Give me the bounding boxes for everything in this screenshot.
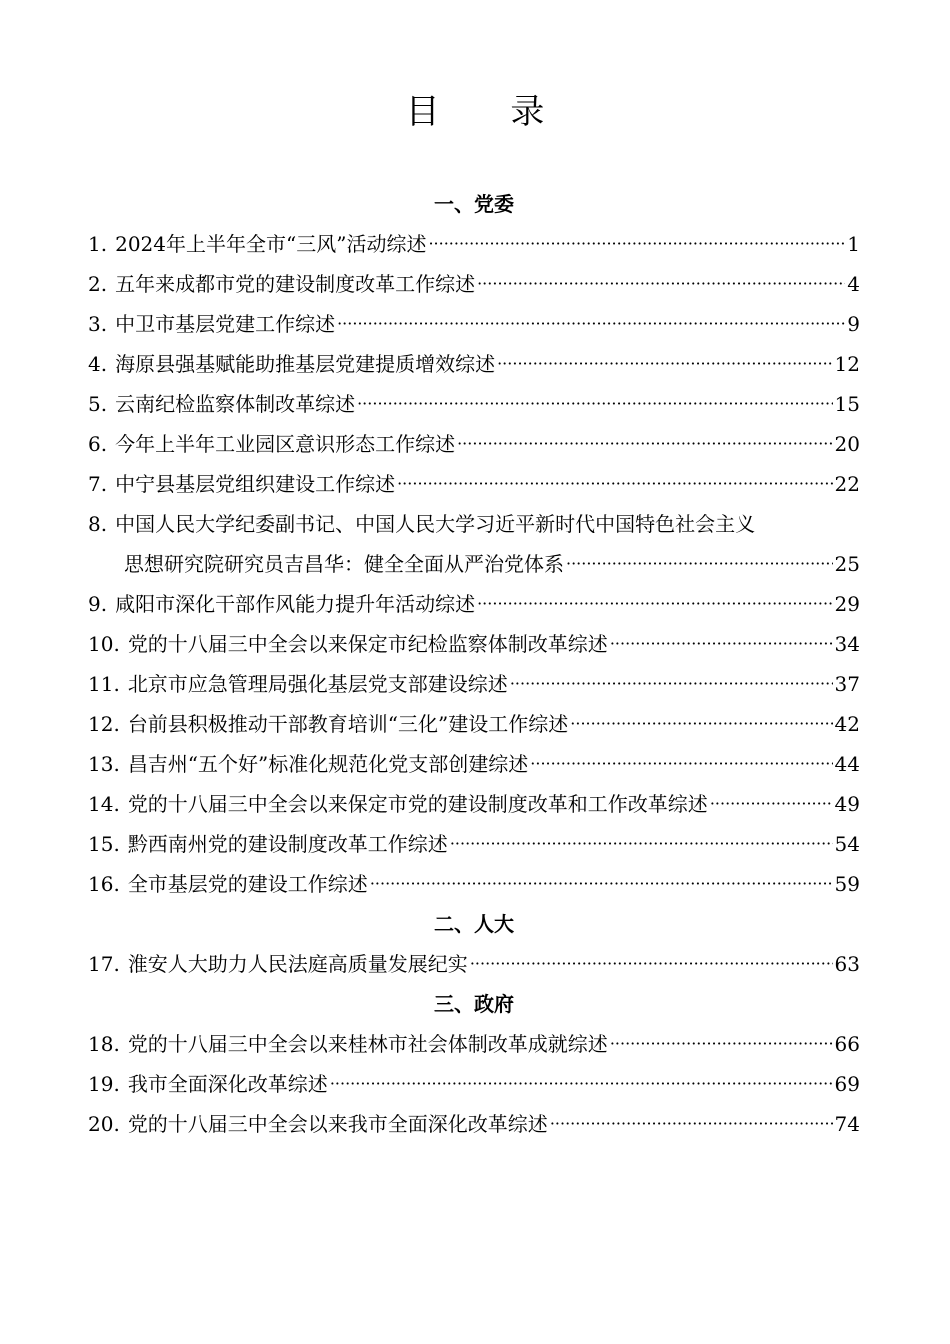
toc-entry[interactable] <box>88 744 860 784</box>
entry-number: 6. <box>88 432 108 456</box>
toc-entry[interactable] <box>88 384 860 424</box>
entry-page-number: 74 <box>834 1112 860 1136</box>
entry-title: 党的十八届三中全会以来保定市党的建设制度改革和工作改革综述 <box>127 792 708 816</box>
dot-leader <box>510 664 833 704</box>
toc-entry[interactable] <box>88 624 860 664</box>
toc-entry[interactable] <box>88 784 860 824</box>
dot-leader <box>470 944 833 984</box>
dot-leader <box>397 464 832 504</box>
toc-entry[interactable] <box>88 344 860 384</box>
toc-entry[interactable] <box>88 504 860 584</box>
entry-number: 11. <box>88 672 120 696</box>
section-heading: 二、人大 <box>434 912 514 936</box>
dot-leader <box>370 864 833 904</box>
toc-entry[interactable] <box>88 224 860 264</box>
entry-title: 黔西南州党的建设制度改革工作综述 <box>127 832 448 856</box>
entry-page-number: 59 <box>834 872 860 896</box>
entry-page-number: 20 <box>834 432 860 456</box>
entry-page-number: 25 <box>834 552 860 576</box>
entry-number: 9. <box>88 592 108 616</box>
dot-leader <box>457 424 832 464</box>
entry-number: 20. <box>88 1112 120 1136</box>
entry-title: 中卫市基层党建工作综述 <box>115 312 336 336</box>
entry-title: 五年来成都市党的建设制度改革工作综述 <box>115 272 476 296</box>
dot-leader <box>357 384 832 424</box>
entry-page-number: 44 <box>834 752 860 776</box>
entry-title: 台前县积极推动干部教育培训“三化”建设工作综述 <box>127 712 569 736</box>
section-heading: 三、政府 <box>434 992 514 1016</box>
entry-number: 7. <box>88 472 108 496</box>
entry-page-number: 66 <box>834 1032 860 1056</box>
entry-number: 8. <box>88 512 108 536</box>
dot-leader <box>610 1024 833 1064</box>
entry-number: 18. <box>88 1032 120 1056</box>
entry-number: 12. <box>88 712 120 736</box>
dot-leader <box>330 1064 833 1104</box>
dot-leader <box>497 344 832 384</box>
entry-number: 16. <box>88 872 120 896</box>
entry-page-number: 9 <box>847 312 860 336</box>
toc-entry[interactable] <box>88 704 860 744</box>
entry-number: 2. <box>88 272 108 296</box>
entry-title: 我市全面深化改革综述 <box>127 1072 328 1096</box>
entry-number: 15. <box>88 832 120 856</box>
entry-title: 党的十八届三中全会以来桂林市社会体制改革成就综述 <box>127 1032 608 1056</box>
toc-entry[interactable] <box>88 1024 860 1064</box>
dot-leader <box>530 744 832 784</box>
toc-entry[interactable] <box>88 944 860 984</box>
entry-page-number: 42 <box>834 712 860 736</box>
entry-title: 中宁县基层党组织建设工作综述 <box>115 472 396 496</box>
dot-leader <box>477 584 832 624</box>
entry-page-number: 34 <box>834 632 860 656</box>
entry-page-number: 22 <box>834 472 860 496</box>
entry-number: 10. <box>88 632 120 656</box>
entry-page-number: 29 <box>834 592 860 616</box>
toc-entry[interactable] <box>88 664 860 704</box>
entry-title: 2024年上半年全市“三风”活动综述 <box>115 232 427 256</box>
toc-entry[interactable] <box>88 424 860 464</box>
entry-number: 5. <box>88 392 108 416</box>
entry-title: 北京市应急管理局强化基层党支部建设综述 <box>127 672 508 696</box>
entry-page-number: 63 <box>834 952 860 976</box>
entry-page-number: 12 <box>834 352 860 376</box>
entry-title: 党的十八届三中全会以来我市全面深化改革综述 <box>127 1112 548 1136</box>
entry-number: 3. <box>88 312 108 336</box>
dot-leader <box>570 704 832 744</box>
toc-entry[interactable] <box>88 304 860 344</box>
entry-title: 咸阳市深化干部作风能力提升年活动综述 <box>115 592 476 616</box>
entry-page-number: 54 <box>834 832 860 856</box>
toc-entry[interactable] <box>88 264 860 304</box>
entry-title: 中国人民大学纪委副书记、中国人民大学习近平新时代中国特色社会主义 <box>115 512 756 536</box>
dot-leader <box>477 264 845 304</box>
entry-page-number: 15 <box>834 392 860 416</box>
entry-title-continued: 思想研究院研究员吉昌华：健全全面从严治党体系 <box>124 552 564 576</box>
dot-leader <box>710 784 833 824</box>
entry-title: 今年上半年工业园区意识形态工作综述 <box>115 432 456 456</box>
entry-number: 4. <box>88 352 108 376</box>
section-heading: 一、党委 <box>434 192 514 216</box>
entry-page-number: 1 <box>847 232 860 256</box>
toc-entry[interactable] <box>88 864 860 904</box>
toc-entry[interactable] <box>88 1064 860 1104</box>
entry-page-number: 69 <box>834 1072 860 1096</box>
toc-entry[interactable] <box>88 824 860 864</box>
table-of-contents <box>88 184 860 1144</box>
entry-title: 海原县强基赋能助推基层党建提质增效综述 <box>115 352 496 376</box>
toc-entry[interactable] <box>88 1104 860 1144</box>
entry-page-number: 4 <box>847 272 860 296</box>
entry-title: 云南纪检监察体制改革综述 <box>115 392 356 416</box>
dot-leader <box>450 824 833 864</box>
dot-leader <box>566 544 833 584</box>
toc-entry[interactable] <box>88 464 860 504</box>
entry-title: 全市基层党的建设工作综述 <box>127 872 368 896</box>
entry-page-number: 49 <box>834 792 860 816</box>
entry-number: 19. <box>88 1072 120 1096</box>
dot-leader <box>337 304 845 344</box>
dot-leader <box>550 1104 833 1144</box>
entry-title: 昌吉州“五个好”标准化规范化党支部创建综述 <box>127 752 529 776</box>
dot-leader <box>610 624 833 664</box>
entry-number: 14. <box>88 792 120 816</box>
entry-title: 党的十八届三中全会以来保定市纪检监察体制改革综述 <box>127 632 608 656</box>
toc-entry[interactable] <box>88 584 860 624</box>
entry-number: 13. <box>88 752 120 776</box>
entry-page-number: 37 <box>834 672 860 696</box>
dot-leader <box>428 224 845 264</box>
page-title: 目 录 <box>405 92 575 132</box>
entry-number: 17. <box>88 952 120 976</box>
entry-title: 淮安人大助力人民法庭高质量发展纪实 <box>127 952 468 976</box>
entry-number: 1. <box>88 232 108 256</box>
